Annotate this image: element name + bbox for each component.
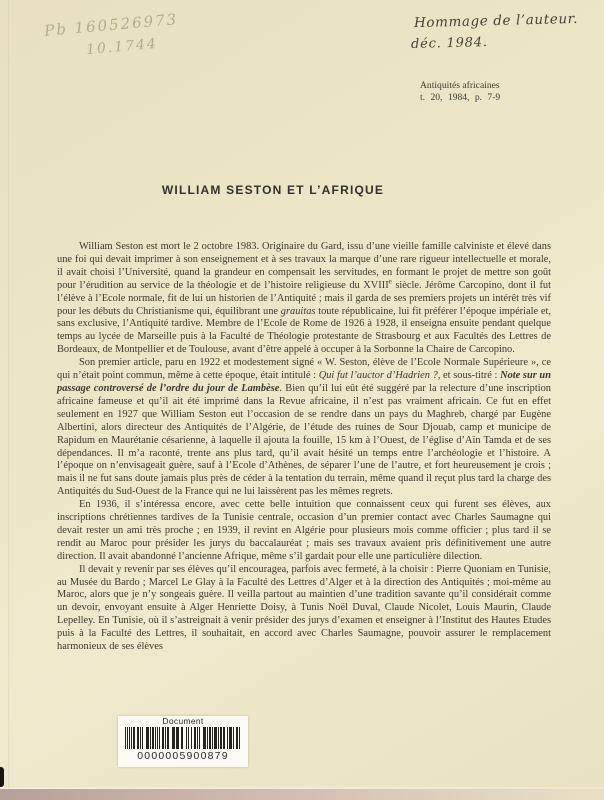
paragraph-text: grauitas bbox=[280, 305, 316, 317]
dedication-note-line1: Hommage de l’auteur. bbox=[413, 10, 579, 32]
paragraph-text: Son premier article, paru en 1922 et modestement signé « W. Seston, élève de l’Ecole Normale Supérieure », ce qui n’était point commun, même à cette époque, était intitulé : bbox=[57, 357, 551, 382]
page-fold-seam bbox=[8, 0, 11, 800]
paragraph-text: En 1936, il s’intéressa encore, avec cette belle intuition que connaissent ceux qui furent ses élèves, aux inscriptions chrétiennes tardives de la Tunisie centrale, occasion d’un premier contact avec Charles Saumagne qui devait rester un ami très proche ; en 1939, il revint en Algérie pour plusieurs mois comme officier ; plus tard il se rendit au Maroc pour présider les jurys du baccalauréat ; mais ses travaux avaient pris définitivement une autre direction. Il avait abandonné l’ancienne Afrique, même s’il gardait pour elle une particulière dilection. bbox=[57, 499, 551, 562]
barcode-number: 0000005900879 bbox=[137, 750, 229, 762]
paragraph bbox=[57, 564, 551, 654]
paragraph bbox=[57, 499, 551, 564]
dedication-note-line2: déc. 1984. bbox=[410, 34, 488, 53]
paragraph-text: siècle. Jérôme Carcopino, dont il fut l’élève à l’Ecole normale, fit de lui un historien de l’Antiquité ; mais il garda de ses premiers projets un intérêt très vif pour les débuts du Christianisme qui, équilibrant une bbox=[57, 279, 551, 317]
pencil-shelfmark-line1: Pb 160526973 bbox=[43, 10, 179, 40]
paragraph-text: Qui fut l’auctor d’Hadrien ? bbox=[318, 370, 438, 382]
paragraph-text: Il devait y revenir par ses élèves qu’il encouragea, parfois avec fermeté, à la choisir : Pierre Quoniam en Tunisie, au Musée du Bardo ; Marcel Le Glay à la Faculté des Lettres d’Alger et à la direction des Antiquités ; moi-même au Maroc, alors que je n’y songeais guère. Il veilla partout au maintien d’une tradition savante qu’il considérait comme un devoir, envoyant ensuite à Alger Henriette Doisy, à Tunis Noël Duval, Claude Nicolet, Louis Maurin, Claude Lepelley. En Tunisie, où il s’astreignait à venir présider des jurys d’examen et enseigner à l’Institut des Hautes Etudes puis à la Faculté des Lettres, il souhaitait, en accord avec Charles Saumagne, pouvoir assurer le remplacement harmonieux de ses élèves bbox=[57, 563, 551, 653]
article-body bbox=[57, 241, 551, 654]
paragraph-text: toute républicaine, lui fit préférer l’époque impériale et, sans exclusive, l’Antiquité tardive. Membre de l’Ecole de Rome de 1926 à 1928, il enseigna ensuite pendant quelque temps au lycée de Marseille puis à la Faculté de Théologie protestante de Strasbourg et aux Facultés des Lettres de Bordeaux, de Montpellier et de Toulouse, avant d’être appelé à occuper à la Sorbonne la Chaire de Carcopino. bbox=[57, 305, 551, 356]
paragraph-text: Note sur un passage controversé de l’ordre du jour de Lambèse bbox=[57, 370, 551, 394]
journal-reference bbox=[420, 80, 500, 104]
paragraph-text: . Bien qu’il lui eût été suggéré par la relecture d’une inscription africaine fameuse et qu’il ait été imprimé dans la Revue africaine, il n’est pas vraiment africain. Ce fut en effet seulement en 1927 que William Seston eut l’occasion de se rendre dans un pays du Maghreb, chargé par Eugène Albertini, alors directeur des Antiquités de l’Algérie, de l’étude des ruines de Sour Djouab, camp et municipe de Rapidum en Maurétanie césarienne, à laquelle il ajouta la fouille, 15 km à l’Ouest, de l’église d’Aïn Tamda et de ses dépendances. Il m’a raconté, trente ans plus tard, qu’il avait hésité un temps entre l’archéologie et l’histoire. A l’époque on n’envisageait guère, sauf à l’Ecole d’Athènes, de séparer l’une de l’autre, et fort heureusement je crois ; mais il ne fut sans doute jamais plus près de céder à la tentation du terrain, même quand il reçut plus tard la charge des Antiquités du Sud-Ouest de la France qui ne lui laissèrent pas les mêmes regrets. bbox=[57, 382, 551, 498]
paragraph-text: William Seston est mort le 2 octobre 1983. Originaire du Gard, issu d’une vieille famille calviniste et élevé dans une foi qui devait imprimer à son enseignement et à ses travaux la marque d’une rare rigueur intellectuelle et morale, il avait choisi l’Université, quand la grandeur en compensait les servitudes, en formant le projet de mettre son goût pour l’érudition au service de la théologie et de l’histoire religieuse du XVIII bbox=[57, 241, 551, 291]
paragraph bbox=[57, 357, 551, 499]
barcode-caption: Document bbox=[162, 716, 204, 726]
article-title: WILLIAM SESTON ET L’AFRIQUE bbox=[161, 183, 385, 197]
pencil-shelfmark-line2: 10.1744 bbox=[85, 35, 159, 59]
paragraph bbox=[57, 241, 551, 357]
barcode-bars bbox=[123, 727, 243, 749]
paragraph-text: e bbox=[388, 277, 392, 286]
barcode-label bbox=[118, 716, 248, 767]
journal-volume-pages: t. 20, 1984, p. 7-9 bbox=[420, 92, 501, 103]
journal-name: Antiquités africaines bbox=[420, 80, 500, 91]
scanner-edge-notch bbox=[0, 767, 4, 787]
scanner-edge-strip bbox=[0, 789, 604, 800]
paragraph-text: , et sous-titré : bbox=[437, 370, 501, 382]
